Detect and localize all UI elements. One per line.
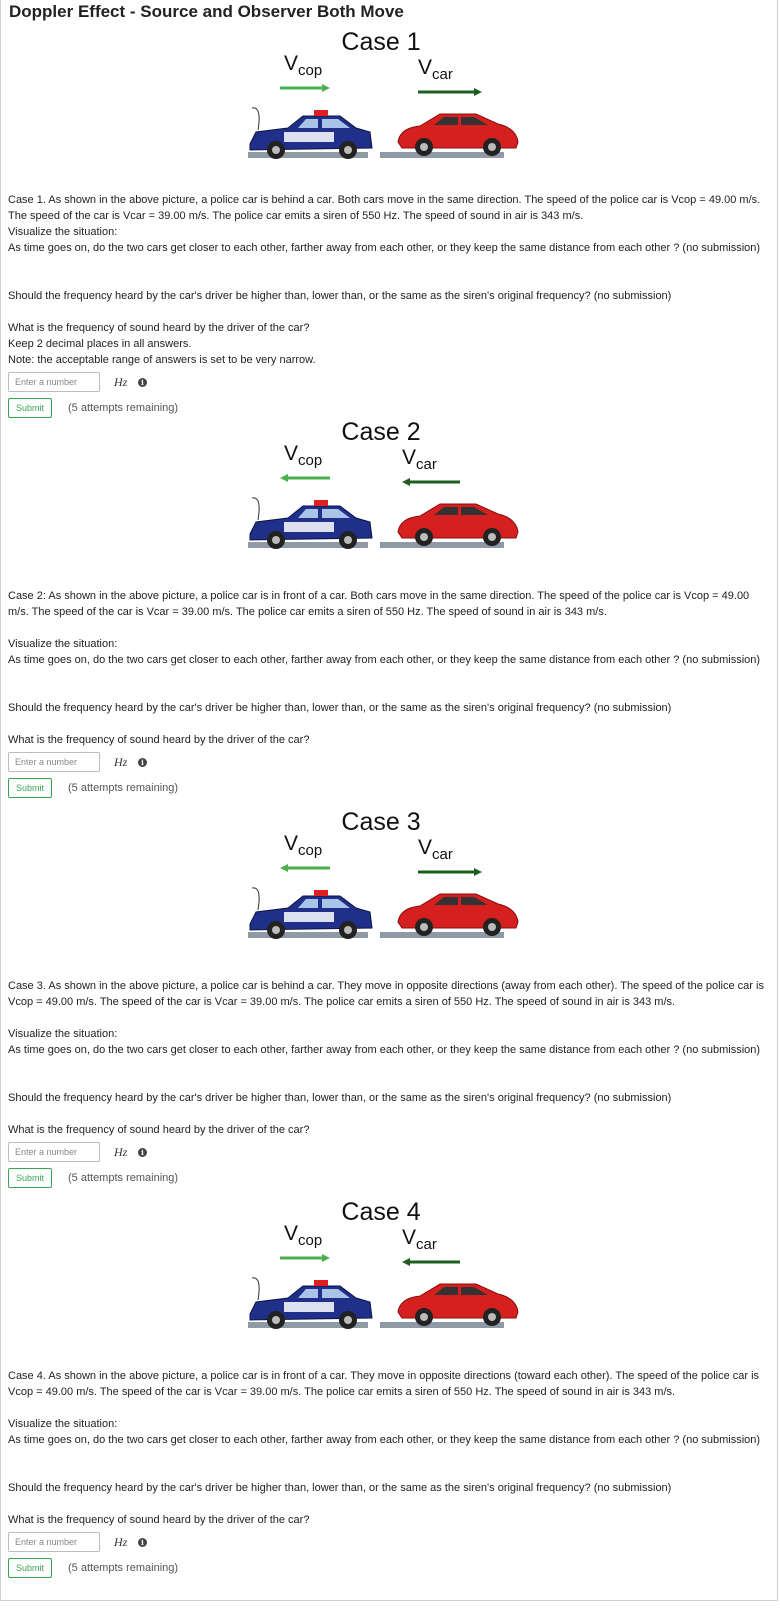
- police-car-image: [250, 108, 372, 159]
- submit-button[interactable]: Submit: [8, 398, 52, 418]
- attempts-remaining: (5 attempts remaining): [68, 782, 179, 794]
- case-description: Case 3. As shown in the above picture, a police car is behind a car. They move in opposite directions (away from each other). The speed of the police car is Vcop = 49.00 m/s. The speed of the car is Vcar = 39.00 m/s. The police car emits a siren of 550 Hz. The speed of sound in air is 343 m/s.: [8, 980, 764, 1008]
- unit-label: Hz: [114, 1145, 128, 1159]
- case-heading: Case 1: [341, 28, 421, 56]
- case-description: Case 4. As shown in the above picture, a police car is in front of a car. They move in opposite directions (toward each other). The speed of the police car is Vcop = 49.00 m/s. The speed of the car is Vcar = 39.00 m/s. The police car emits a siren of 550 Hz. The speed of sound in air is 343 m/s.: [8, 1370, 760, 1398]
- red-car-image: [398, 114, 518, 156]
- cop-velocity-arrow: [280, 474, 330, 482]
- v-cop-label: $V_{cop}$: [284, 52, 323, 80]
- case-heading: Case 3: [341, 808, 421, 836]
- page-title: Doppler Effect - Source and Observer Both Move: [9, 2, 404, 21]
- unit-label: Hz: [114, 1535, 128, 1549]
- case-figure: [248, 1222, 528, 1352]
- police-car-image: [250, 1278, 372, 1329]
- attempts-remaining: (5 attempts remaining): [68, 1562, 179, 1574]
- car-velocity-arrow: [418, 868, 482, 876]
- frequency-question: What is the frequency of sound heard by the driver of the car?: [8, 322, 310, 334]
- v-cop-label: $V_{cop}$: [284, 832, 323, 860]
- cars-illustration: [248, 1222, 528, 1352]
- red-car-image: [398, 894, 518, 936]
- police-car-image: [250, 888, 372, 939]
- case-heading: Case 4: [341, 1198, 421, 1226]
- police-car-image: [250, 498, 372, 549]
- submit-button[interactable]: Submit: [8, 778, 52, 798]
- answer-input[interactable]: [8, 1532, 100, 1552]
- frequency-comparison-question: Should the frequency heard by the car's driver be higher than, lower than, or the same as the siren's original frequency? (no submission): [8, 1092, 672, 1104]
- frequency-comparison-question: Should the frequency heard by the car's driver be higher than, lower than, or the same as the siren's original frequency? (no submission): [8, 290, 672, 302]
- case-figure: [248, 52, 528, 182]
- submit-button[interactable]: Submit: [8, 1168, 52, 1188]
- answer-input[interactable]: [8, 372, 100, 392]
- case-heading: Case 2: [341, 418, 421, 446]
- case-figure: [248, 442, 528, 572]
- case-description: Case 1. As shown in the above picture, a police car is behind a car. Both cars move in the same direction. The speed of the police car is Vcop = 49.00 m/s. The speed of the car is Vcar = 39.00 m/s. The police car emits a siren of 550 Hz. The speed of sound in air is 343 m/s.: [8, 194, 761, 222]
- visualize-label: Visualize the situation:: [8, 226, 118, 238]
- frequency-question: What is the frequency of sound heard by the driver of the car?: [8, 1514, 310, 1526]
- attempts-remaining: (5 attempts remaining): [68, 1172, 179, 1184]
- cars-illustration: [248, 442, 528, 572]
- frequency-comparison-question: Should the frequency heard by the car's driver be higher than, lower than, or the same as the siren's original frequency? (no submission): [8, 702, 672, 714]
- v-car-label: $V_{car}$: [402, 446, 437, 474]
- distance-question: As time goes on, do the two cars get closer to each other, farther away from each other, or they keep the same distance from each other ? (no submission): [8, 1434, 761, 1446]
- cars-illustration: [248, 52, 528, 182]
- v-car-label: $V_{car}$: [402, 1226, 437, 1254]
- frequency-question: What is the frequency of sound heard by the driver of the car?: [8, 1124, 310, 1136]
- unit-label: Hz: [114, 375, 128, 389]
- info-icon[interactable]: i: [138, 1148, 147, 1157]
- range-note: Note: the acceptable range of answers is set to be very narrow.: [8, 354, 316, 366]
- info-icon[interactable]: i: [138, 378, 147, 387]
- case-figure: [248, 832, 528, 962]
- car-velocity-arrow: [402, 1258, 460, 1266]
- answer-input[interactable]: [8, 752, 100, 772]
- visualize-label: Visualize the situation:: [8, 1418, 118, 1430]
- cop-velocity-arrow: [280, 864, 330, 872]
- visualize-label: Visualize the situation:: [8, 1028, 118, 1040]
- decimal-note: Keep 2 decimal places in all answers.: [8, 338, 192, 350]
- frequency-question: What is the frequency of sound heard by the driver of the car?: [8, 734, 310, 746]
- v-cop-label: $V_{cop}$: [284, 1222, 323, 1250]
- v-cop-label: $V_{cop}$: [284, 442, 323, 470]
- car-velocity-arrow: [402, 478, 460, 486]
- v-car-label: $V_{car}$: [418, 56, 453, 84]
- v-car-label: $V_{car}$: [418, 836, 453, 864]
- distance-question: As time goes on, do the two cars get closer to each other, farther away from each other, or they keep the same distance from each other ? (no submission): [8, 1044, 761, 1056]
- distance-question: As time goes on, do the two cars get closer to each other, farther away from each other, or they keep the same distance from each other ? (no submission): [8, 242, 761, 254]
- frequency-comparison-question: Should the frequency heard by the car's driver be higher than, lower than, or the same as the siren's original frequency? (no submission): [8, 1482, 672, 1494]
- car-velocity-arrow: [418, 88, 482, 96]
- distance-question: As time goes on, do the two cars get closer to each other, farther away from each other, or they keep the same distance from each other ? (no submission): [8, 654, 761, 666]
- red-car-image: [398, 1284, 518, 1326]
- unit-label: Hz: [114, 755, 128, 769]
- info-icon[interactable]: i: [138, 1538, 147, 1547]
- attempts-remaining: (5 attempts remaining): [68, 402, 179, 414]
- info-icon[interactable]: i: [138, 758, 147, 767]
- cars-illustration: [248, 832, 528, 962]
- answer-input[interactable]: [8, 1142, 100, 1162]
- red-car-image: [398, 504, 518, 546]
- cop-velocity-arrow: [280, 84, 330, 92]
- case-description: Case 2: As shown in the above picture, a police car is in front of a car. Both cars move in the same direction. The speed of the police car is Vcop = 49.00 m/s. The speed of the car is Vcar = 39.00 m/s. The police car emits a siren of 550 Hz. The speed of sound in air is 343 m/s.: [8, 590, 750, 618]
- cop-velocity-arrow: [280, 1254, 330, 1262]
- submit-button[interactable]: Submit: [8, 1558, 52, 1578]
- visualize-label: Visualize the situation:: [8, 638, 118, 650]
